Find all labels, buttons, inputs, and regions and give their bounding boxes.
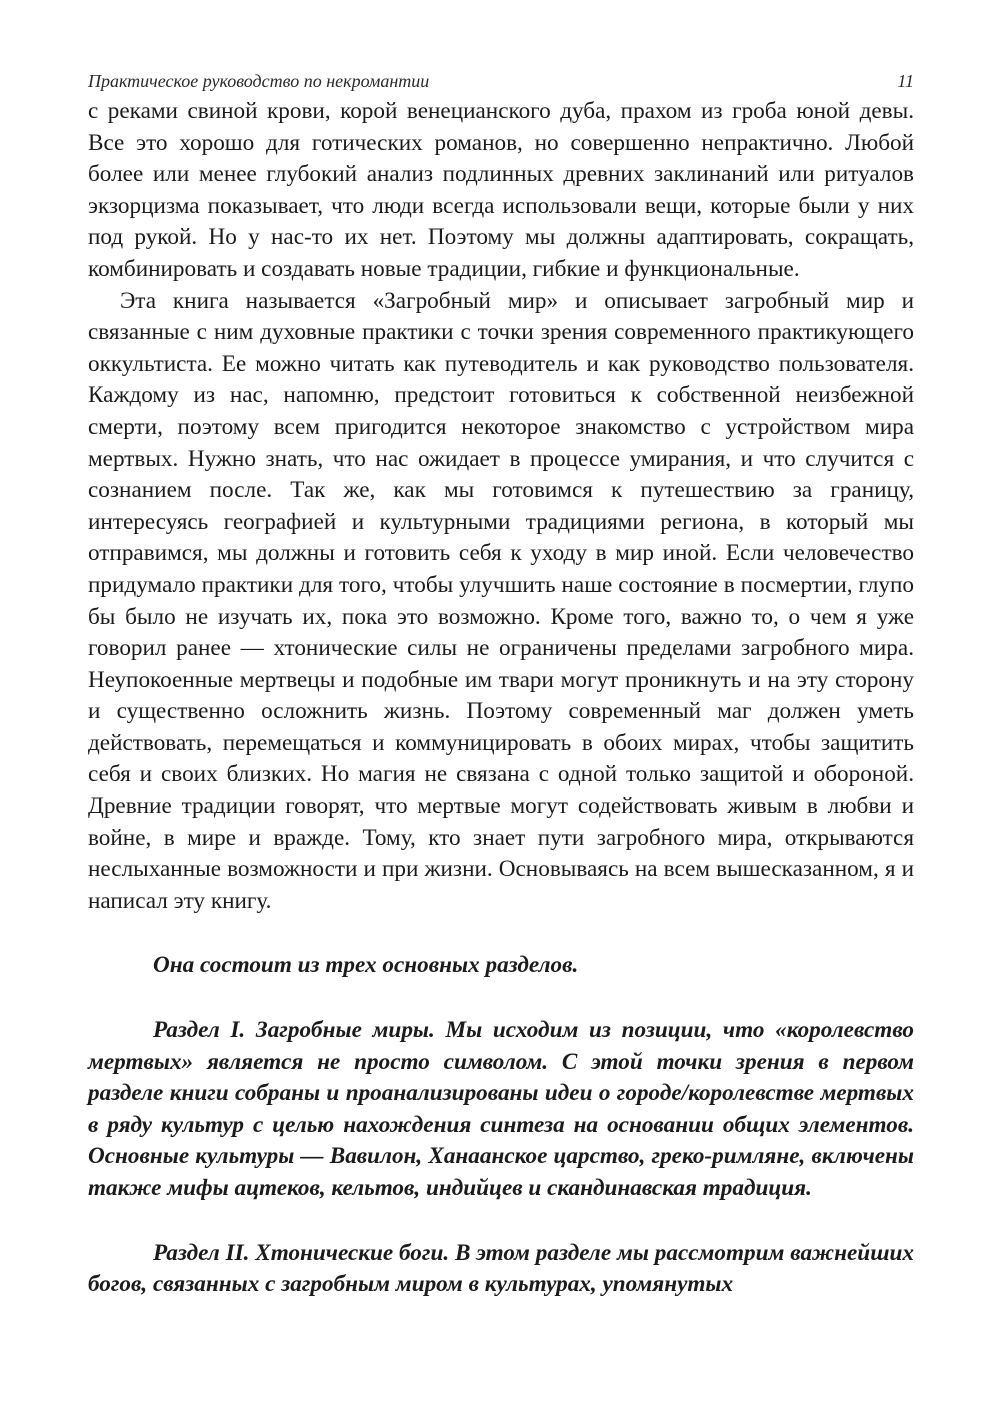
paragraph-continuation: с реками свиной крови, корой венецианского дуба, прахом из гроба юной девы. Все это хорошо для готических романов, но совершенно непрактично. Любой более или менее глубокий анализ подлинных древних заклинаний или ритуалов экзорцизма показывает, что люди всегда использовали вещи, которые были у них под рукой. Но у нас-то их нет. Поэтому мы должны адаптировать, сокращать, комбинировать и создавать новые традиции, гибкие и функциональные. bbox=[88, 98, 914, 282]
paragraph-book-description: Эта книга называется «Загробный мир» и описывает загробный мир и связанные с ним духовные практики с точки зрения современного практикующего оккультиста. Ее можно читать как путеводитель и как руководство пользователя. Каждому из нас, напомню, предстоит готовиться к собственной неизбежной смерти, поэтому всем пригодится некоторое знакомство с устройством мира мертвых. Нужно знать, что нас ожидает в процессе умирания, и что случится с сознанием после. Так же, как мы готовимся к путешествию за границу, интересуясь географией и культурными традициями региона, в который мы отправимся, мы должны и готовить себя к уходу в мир иной. Если человечество придумало практики для того, чтобы улучшить наше состояние в посмертии, глупо бы было не изучать их, пока это возможно. Кроме того, важно то, о чем я уже говорил ранее — хтонические силы не ограничены пределами загробного мира. Неупокоенные мертвецы и подобные им твари могут проникнуть и на эту сторону и существенно осложнить жизнь. Поэтому современный маг должен уметь действовать, перемещаться и коммуницировать в обоих мирах, чтобы защитить себя и своих близких. Но магия не связана с одной только защитой и обороной. Древние традиции говорят, что мертвые могут содействовать живым в любви и войне, в мире и вражде. Тому, кто знает пути загробного мира, открываются неслыханные возможности и при жизни. Основываясь на всем вышесказанном, я и написал эту книгу. bbox=[88, 287, 914, 914]
running-head bbox=[88, 68, 914, 94]
body-text bbox=[88, 96, 914, 1301]
running-title: Практическое руководство по некромантии bbox=[88, 71, 430, 91]
section-2-description: Раздел II. Хтонические боги. В этом разделе мы рассмотрим важнейших богов, связанных с загробным миром в культурах, упомянутых bbox=[88, 1239, 914, 1298]
page-number: 11 bbox=[897, 71, 914, 91]
section-1-description: Раздел I. Загробные миры. Мы исходим из позиции, что «королевство мертвых» является не просто символом. С этой точки зрения в первом разделе книги собраны и проанализированы идеи о городе/королевстве мертвых в ряду культур с целью нахождения синтеза на основании общих элементов. Основные культуры — Вавилон, Ханаанское царство, греко-римляне, включены также мифы ацтеков, кельтов, индийцев и скандинавская традиция. bbox=[88, 1017, 914, 1201]
sections-intro: Она состоит из трех основных разделов. bbox=[153, 952, 579, 979]
